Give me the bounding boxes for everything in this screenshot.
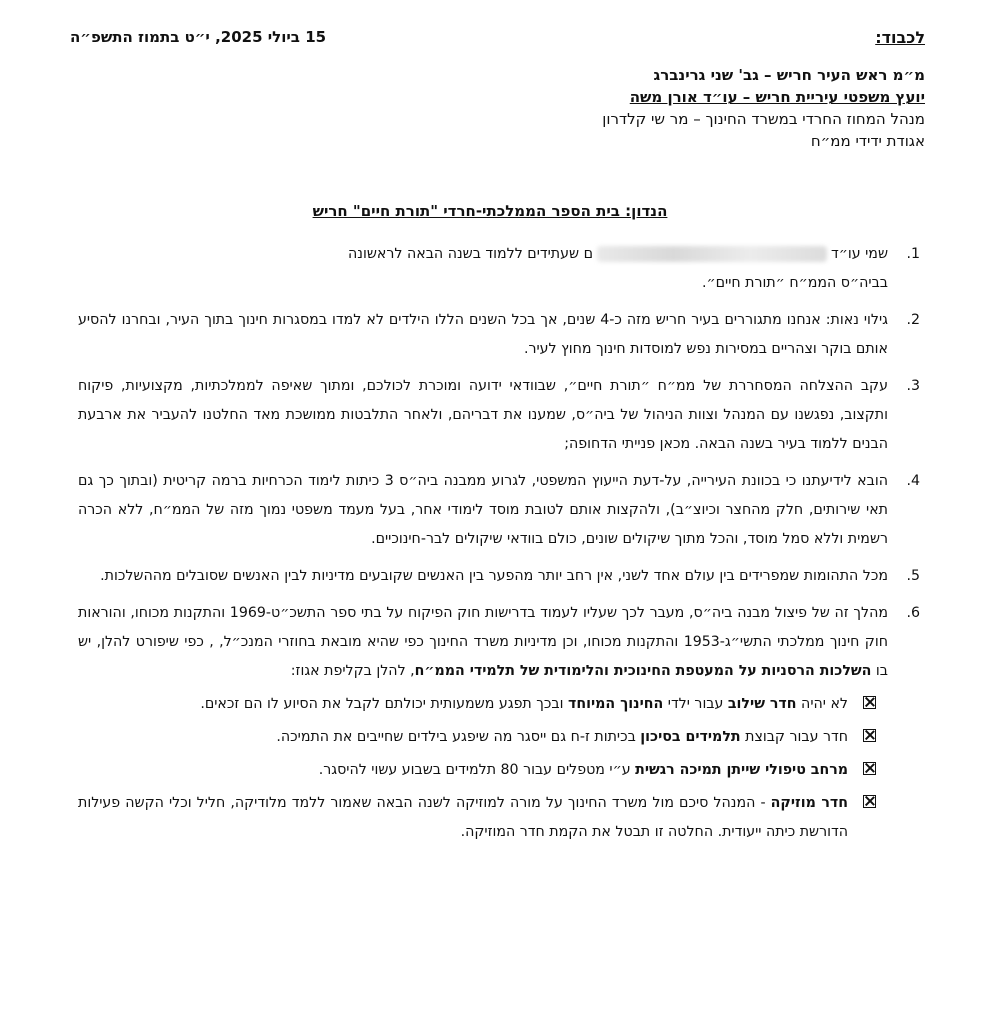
sub-text: - המנהל סיכם מול משרד החינוך על מורה למוזיקה לשנה הבאה שאמור ללמד מלודיקה, חליל וכלי הקשה פעילות הדורשת כיתה ייעודית. החלטה זו תבטל את הקמת חדר המוזיקה.	[78, 795, 848, 840]
checkbox-x-icon	[863, 795, 876, 808]
item-number: 6.	[906, 605, 920, 621]
list-item	[78, 562, 920, 591]
sub-bold-text: מרחב טיפולי שייתן תמיכה רגשית	[635, 762, 848, 778]
sub-bold-text: חדר מוזיקה	[770, 795, 848, 811]
recipient-line: מנהל המחוז החרדי במשרד החינוך – מר שי קלדרון	[602, 110, 925, 128]
recipient-line: יועץ משפטי עיריית חריש – עו״ד אורן משה	[629, 88, 925, 106]
item-text: ם שעתידים ללמוד בשנה הבאה לראשונה	[348, 246, 593, 262]
recipients-list	[325, 64, 925, 152]
sub-bold-text: חדר שילוב	[727, 696, 797, 712]
sub-text: ובכך תפגע משמעותית יכולתם לקבל את הסיוע לו הם זכאים.	[200, 696, 564, 712]
item-number: 1.	[906, 246, 920, 262]
item-number: 4.	[906, 473, 920, 489]
sub-text: עבור ילדי	[667, 696, 724, 712]
item-number: 2.	[906, 312, 920, 328]
checkbox-x-icon	[863, 729, 876, 742]
sub-item	[78, 723, 876, 752]
subject-line: הנדון: בית הספר הממלכתי-חרדי "תורת חיים" חריש	[312, 202, 668, 220]
sub-item	[78, 756, 876, 785]
sub-bold-text: תלמידים בסיכון	[640, 729, 741, 745]
numbered-items	[78, 240, 920, 855]
item-text: , להלן בקליפת אגוז:	[290, 663, 415, 679]
letter-header	[70, 28, 925, 52]
item-number: 3.	[906, 378, 920, 394]
sub-list	[78, 690, 888, 847]
list-item	[78, 240, 920, 298]
item-bold-text: השלכות הרסניות על המעטפת החינוכית והלימודית של תלמידי הממ״ח	[414, 663, 872, 679]
sub-text: חדר עבור קבוצת	[745, 729, 848, 745]
item-text: מכל התהומות שמפרידים בין עולם אחד לשני, אין רחב יותר מהפער בין האנשים שקובעים מדיניות לבין האנשים שסובלים מההשלכות.	[100, 568, 888, 584]
list-item	[78, 467, 920, 554]
letter-date: 15 ביולי 2025, י״ט בתמוז התשפ״ה	[70, 28, 327, 46]
salutation: לכבוד:	[875, 28, 925, 47]
sub-text: לא יהיה	[801, 696, 848, 712]
item-text: עקב ההצלחה המסחררת של ממ״ח ״תורת חיים״, שבוודאי ידועה ומוכרת לכולכם, ומתוך שאיפה לממלכתיות, מקצועיות, פיקוח ותקצוב, נפגשנו עם המנהל וצוות הניהול של ביה״ס, שמענו את דבריהם, ולאחר התלבטות ממושכת מאד החלטנו להעביר את ארבעת הבנים ללמוד בעיר בשנה הבאה. מכאן פנייתי הדחופה;	[78, 378, 888, 452]
item-text: מהלך זה של פיצול מבנה ביה״ס, מעבר לכך שעליו לעמוד בדרישות חוק הפיקוח על בתי ספר התשכ״ט-1969 והתקנות מכוחו, והוראות חוק חינוך ממלכתי התשי״ג-1953 והתקנות מכוחו, וכן מדיניות משרד החינוך כפי שהיא מובאת בחוזרי המנכ״ל, , כפי שיפורט להלן, יש בו	[78, 605, 888, 679]
redacted-text	[597, 246, 827, 262]
recipient-line: אגודת ידידי ממ״ח	[810, 132, 925, 150]
sub-item	[78, 690, 876, 719]
item-text: גילוי נאות: אנחנו מתגוררים בעיר חריש מזה כ-4 שנים, אך בכל השנים הללו הילדים לא למדו במסגרות חינוך בתוך העיר, ובחרנו להסיע אותם בוקר וצהריים במסירות נפש למוסדות חינוך מחוץ לעיר.	[78, 312, 888, 357]
sub-item	[78, 789, 876, 847]
checkbox-x-icon	[863, 762, 876, 775]
sub-text: בכיתות ז-ח גם ייסגר מה שיפגע בילדים שחייבים את התמיכה.	[276, 729, 636, 745]
sub-text: ע״י מטפלים עבור 80 תלמידים בשבוע עשוי להיסגר.	[318, 762, 631, 778]
list-item	[78, 599, 920, 847]
list-item	[78, 372, 920, 459]
list-item	[78, 306, 920, 364]
checkbox-x-icon	[863, 696, 876, 709]
item-text: הובא לידיעתנו כי בכוונת העירייה, על-דעת הייעוץ המשפטי, לגרוע ממבנה ביה״ס 3 כיתות לימוד הכרחיות ברמה קריטית (ובתוך כך גם תאי שירותים, חלק מהחצר וכיוצ״ב), ולהקצות אותם לטובת מוסד לימודי אחר, בעל מעמד משפטי נמוך מזה של הממ״ח, ללא הכרה רשמית וללא סמל מוסד, והכל מתוך שיקולים שונים, כולם בוודאי שיקולים לבר-חינוכיים.	[78, 473, 888, 547]
item-text: שמי עו״ד	[830, 246, 888, 262]
recipient-line: מ״מ ראש העיר חריש – גב' שני גרינברג	[653, 66, 925, 84]
item-text: בביה״ס הממ״ח ״תורת חיים״.	[701, 275, 888, 291]
item-number: 5.	[906, 568, 920, 584]
sub-bold-text: החינוך המיוחד	[567, 696, 664, 712]
